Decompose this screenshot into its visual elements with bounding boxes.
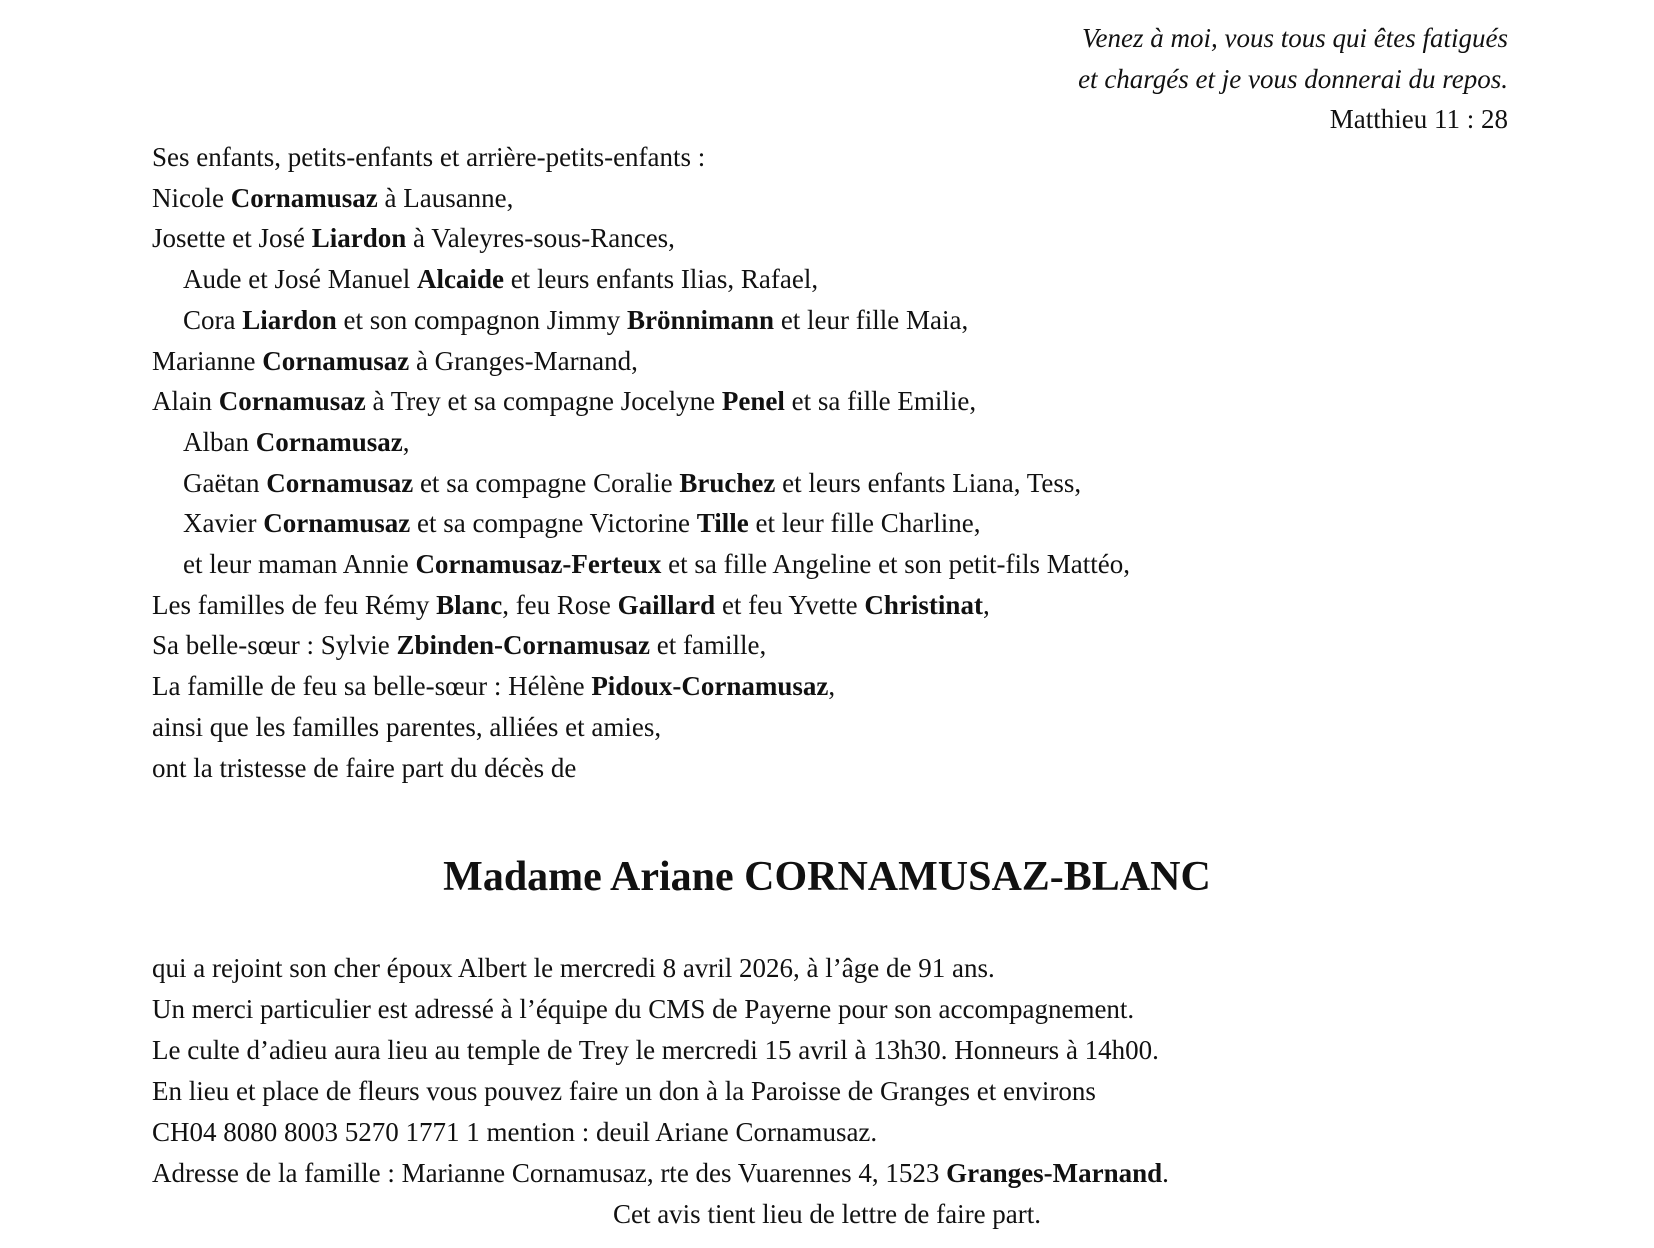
- details-line: En lieu et place de fleurs vous pouvez faire un don à la Paroisse de Granges et environs: [152, 1076, 1096, 1106]
- details-line: CH04 8080 8003 5270 1771 1 mention : deuil Ariane Cornamusaz.: [152, 1117, 878, 1147]
- family-list: [152, 137, 1130, 788]
- bible-verse-epigraph: [1078, 18, 1508, 140]
- family-address: Adresse de la famille : Marianne Cornamusaz, rte des Vuarennes 4, 1523 Granges-Marnand.: [152, 1158, 1169, 1188]
- family-line: Marianne Cornamusaz à Granges-Marnand,: [152, 345, 638, 376]
- family-line: La famille de feu sa belle-sœur : Hélène Pidoux-Cornamusaz,: [152, 671, 836, 702]
- epigraph-line-2: et chargés et je vous donnerai du repos.: [1078, 63, 1508, 94]
- family-line: Les familles de feu Rémy Blanc, feu Rose Gaillard et feu Yvette Christinat,: [152, 589, 990, 620]
- details-line: Un merci particulier est adressé à l’équipe du CMS de Payerne pour son accompagnement.: [152, 994, 1135, 1024]
- family-line: Josette et José Liardon à Valeyres-sous-Rances,: [152, 223, 675, 254]
- family-line: Alban Cornamusaz,: [183, 426, 410, 457]
- epigraph-reference: Matthieu 11 : 28: [1329, 104, 1508, 134]
- family-line: Sa belle-sœur : Sylvie Zbinden-Cornamusaz et famille,: [152, 630, 767, 661]
- deceased-name: Madame Ariane CORNAMUSAZ-BLANC: [443, 854, 1211, 900]
- epigraph-line-1: Venez à moi, vous tous qui êtes fatigués: [1082, 23, 1508, 53]
- family-line: Alain Cornamusaz à Trey et sa compagne Jocelyne Penel et sa fille Emilie,: [152, 386, 977, 417]
- details-line: Le culte d’adieu aura lieu au temple de Trey le mercredi 15 avril à 13h30. Honneurs à 14h00.: [152, 1035, 1159, 1065]
- family-line: Gaëtan Cornamusaz et sa compagne Coralie Bruchez et leurs enfants Liana, Tess,: [183, 467, 1082, 498]
- family-line: Aude et José Manuel Alcaide et leurs enfants Ilias, Rafael,: [183, 264, 819, 295]
- closing-note: Cet avis tient lieu de lettre de faire part.: [612, 1199, 1042, 1229]
- announcement-line: ont la tristesse de faire part du décès de: [152, 752, 577, 783]
- details-block: [152, 948, 1169, 1194]
- details-line: qui a rejoint son cher époux Albert le mercredi 8 avril 2026, à l’âge de 91 ans.: [152, 953, 995, 983]
- family-line: ainsi que les familles parentes, alliées et amies,: [152, 711, 662, 742]
- family-line: Cora Liardon et son compagnon Jimmy Brönnimann et leur fille Maia,: [183, 304, 969, 335]
- family-line: et leur maman Annie Cornamusaz-Ferteux et sa fille Angeline et son petit-fils Mattéo,: [183, 549, 1131, 580]
- family-line: Nicole Cornamusaz à Lausanne,: [152, 182, 514, 213]
- family-line: Xavier Cornamusaz et sa compagne Victorine Tille et leur fille Charline,: [183, 508, 981, 539]
- family-intro: Ses enfants, petits-enfants et arrière-petits-enfants :: [152, 142, 706, 172]
